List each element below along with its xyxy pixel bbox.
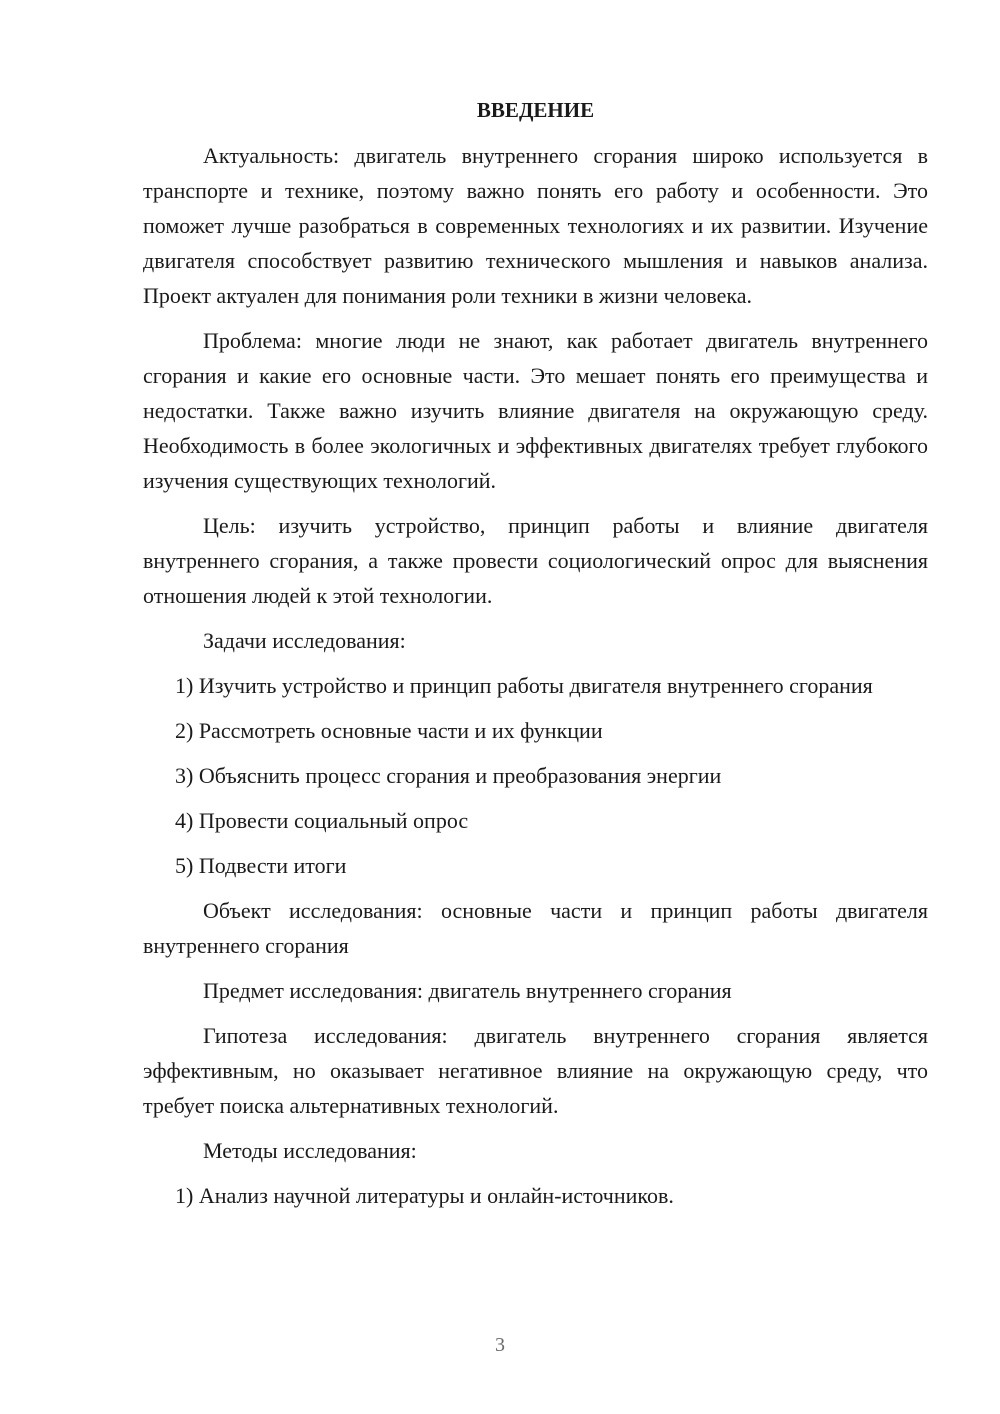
object-paragraph: Объект исследования: основные части и принцип работы двигателя внутреннего сгорания <box>143 898 928 958</box>
methods-heading: Методы исследования: <box>203 1138 417 1163</box>
relevance-paragraph: Актуальность: двигатель внутреннего сгорания широко используется в транспорте и технике, поэтому важно понять его работу и особенности. Это поможет лучше разобраться в современных технологиях и их развитии. Изучение двигателя способствует развитию технического мышления и навыков анализа. Проект актуален для понимания роли техники в жизни человека. <box>143 143 928 308</box>
hypothesis-paragraph: Гипотеза исследования: двигатель внутреннего сгорания является эффективным, но оказывает негативное влияние на окружающую среду, что требует поиска альтернативных технологий. <box>143 1023 928 1118</box>
task-item-3: 3) Объяснить процесс сгорания и преобразования энергии <box>175 763 722 788</box>
task-item-2: 2) Рассмотреть основные части и их функции <box>175 718 603 743</box>
tasks-heading: Задачи исследования: <box>203 628 406 653</box>
method-item-1: 1) Анализ научной литературы и онлайн-источников. <box>175 1183 674 1208</box>
goal-paragraph: Цель: изучить устройство, принцип работы и влияние двигателя внутреннего сгорания, а также провести социологический опрос для выяснения отношения людей к этой технологии. <box>143 513 928 608</box>
page-number: 3 <box>495 1334 505 1356</box>
task-item-1: 1) Изучить устройство и принцип работы двигателя внутреннего сгорания <box>175 673 873 698</box>
task-item-5: 5) Подвести итоги <box>175 853 347 878</box>
document-page <box>143 90 928 1223</box>
section-title: ВВЕДЕНИЕ <box>476 98 595 122</box>
problem-paragraph: Проблема: многие люди не знают, как работает двигатель внутреннего сгорания и какие его основные части. Это мешает понять его преимущества и недостатки. Также важно изучить влияние двигателя на окружающую среду. Необходимость в более экологичных и эффективных двигателях требует глубокого изучения существующих технологий. <box>143 328 928 493</box>
subject-paragraph: Предмет исследования: двигатель внутреннего сгорания <box>203 978 732 1003</box>
task-item-4: 4) Провести социальный опрос <box>175 808 469 833</box>
